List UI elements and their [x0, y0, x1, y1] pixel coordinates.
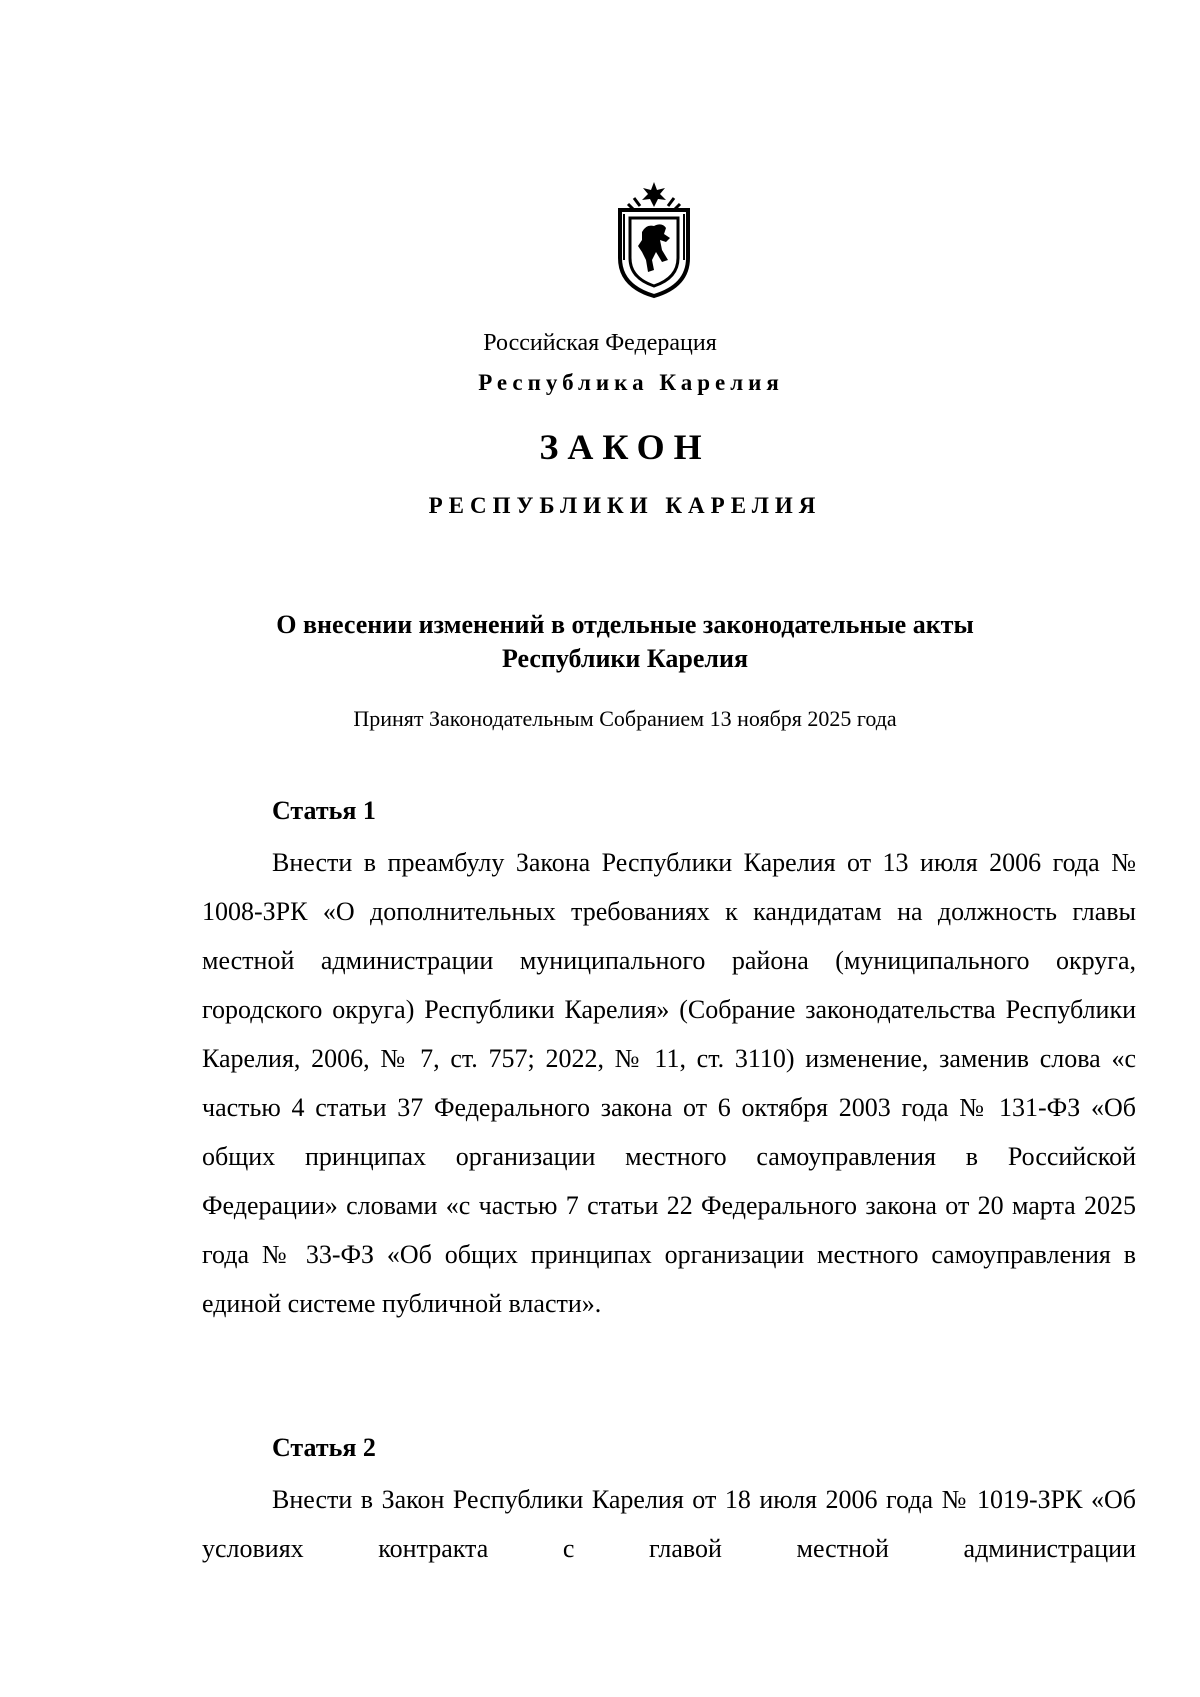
article-1-text: Внести в преамбулу Закона Республики Карелия от 13 июля 2006 года № 1008-ЗРК «О дополнительных требованиях к кандидатам на должность главы местной администрации муниципального района (муниципального округа, городского округа) Республики Карелия» (Собрание законодательства Республики Карелия, 2006, № 7, ст. 757; 2022, № 11, ст. 3110) изменение, заменив слова «с частью 4 статьи 37 Федерального закона от 6 октября 2003 года № 131-ФЗ «Об общих принципах организации местного самоуправления в Российской Федерации» словами «с частью 7 статьи 22 Федерального закона от 20 марта 2025 года № 33-ФЗ «Об общих принципах организации местного самоуправления в единой системе публичной власти». — [202, 848, 1136, 1318]
document-title-line-2: Республики Карелия — [501, 644, 749, 673]
article-2-heading: Статья 2 — [272, 1433, 376, 1462]
document-title — [0, 608, 1200, 676]
article-2-text: Внести в Закон Республики Карелия от 18 июля 2006 года № 1019-ЗРК «Об условиях контракта с главой местной администрации — [202, 1485, 1136, 1563]
document-type-sub: РЕСПУБЛИКИ КАРЕЛИЯ — [428, 493, 822, 518]
adoption-note: Принят Законодательным Собранием 13 ноября 2025 года — [353, 706, 897, 731]
country-name: Российская Федерация — [483, 330, 717, 356]
republic-name: Республика Карелия — [478, 370, 784, 395]
document-type: ЗАКОН — [539, 427, 711, 467]
karelia-coat-of-arms-icon — [612, 180, 696, 300]
article-1-heading: Статья 1 — [272, 796, 376, 825]
document-title-line-1: О внесении изменений в отдельные законодательные акты — [276, 610, 974, 639]
